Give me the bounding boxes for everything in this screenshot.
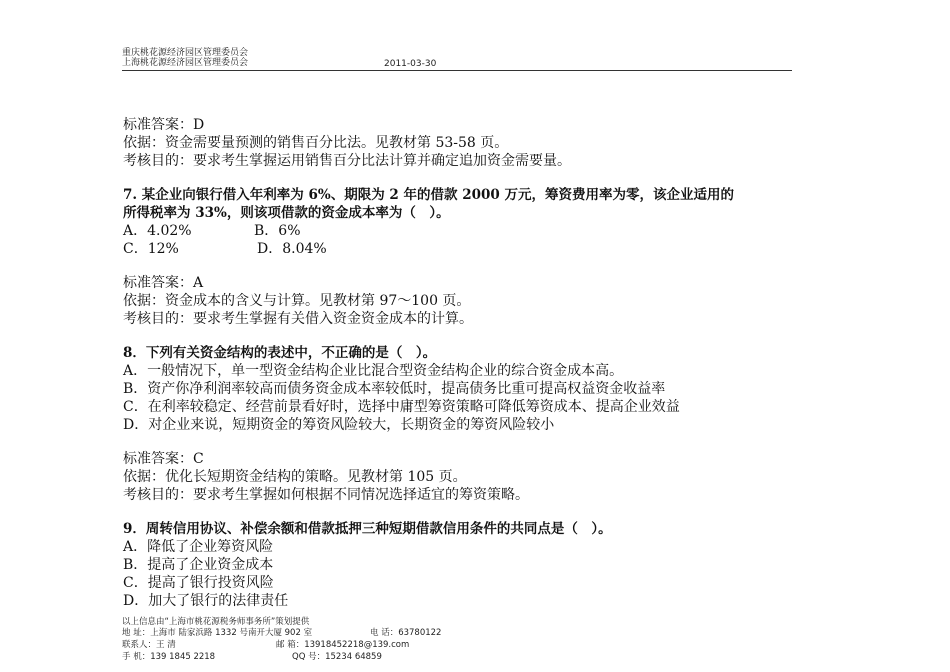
q8-purpose: 考核目的：要求考生掌握如何根据不同情况选择适宜的筹资策略。 xyxy=(123,487,529,503)
q9-option-d: D．加大了银行的法律责任 xyxy=(123,593,289,609)
footer-mobile: 手 机：139 1845 2218 xyxy=(122,652,216,662)
q8-basis: 依据：优化长短期资金结构的策略。见教材第 105 页。 xyxy=(123,469,467,485)
q7-title-line1: 7. 某企业向银行借入年利率为 6%、期限为 2 年的借款 2000 万元，筹资费用率为零，该企业适用的 xyxy=(123,187,734,203)
q6-purpose: 考核目的：要求考生掌握运用销售百分比法计算并确定追加资金需要量。 xyxy=(123,153,571,169)
q9-title: 9．周转信用协议、补偿余额和借款抵押三种短期借款信用条件的共同点是（ ）。 xyxy=(123,521,612,537)
header-org-chongqing: 重庆桃花源经济园区管理委员会 xyxy=(122,48,249,58)
footer-qq: QQ 号：15234 64859 xyxy=(292,652,382,662)
q8-option-a: A．一般情况下，单一型资金结构企业比混合型资金结构企业的综合资金成本高。 xyxy=(123,363,624,379)
footer-phone: 电 话：63780122 xyxy=(370,628,442,638)
footer-provider: 以上信息由“上海市桃花源税务师事务所”策划提供 xyxy=(122,617,310,627)
header-org-shanghai: 上海桃花源经济园区管理委员会 xyxy=(122,58,249,68)
q9-option-c: C．提高了银行投资风险 xyxy=(123,575,274,591)
q6-answer: 标准答案：D xyxy=(123,117,205,133)
footer-email: 邮 箱：13918452218@139.com xyxy=(276,640,410,650)
q7-option-a: A．4.02% xyxy=(123,223,192,239)
header-date: 2011-03-30 xyxy=(384,59,437,69)
header-divider xyxy=(122,70,792,71)
q7-basis: 依据：资金成本的含义与计算。见教材第 97～100 页。 xyxy=(123,293,471,309)
q7-answer: 标准答案：A xyxy=(123,275,204,291)
footer-address: 地 址：上海市 陆家浜路 1332 号南开大厦 902 室 xyxy=(122,628,313,638)
q7-option-c: C．12% xyxy=(123,241,179,257)
q8-option-c: C．在利率较稳定、经营前景看好时，选择中庸型筹资策略可降低筹资成本、提高企业效益 xyxy=(123,399,680,415)
q8-option-d: D．对企业来说，短期资金的筹资风险较大，长期资金的筹资风险较小 xyxy=(123,417,555,433)
q9-option-b: B．提高了企业资金成本 xyxy=(123,557,274,573)
q7-option-b: B．6% xyxy=(254,223,301,239)
q7-option-d: D．8.04% xyxy=(257,241,327,257)
q8-answer: 标准答案：C xyxy=(123,451,204,467)
q7-purpose: 考核目的：要求考生掌握有关借入资金资金成本的计算。 xyxy=(123,311,473,327)
q8-title: 8．下列有关资金结构的表述中，不正确的是（ ）。 xyxy=(123,345,437,361)
q9-option-a: A．降低了企业筹资风险 xyxy=(123,539,274,555)
q7-title-line2: 所得税率为 33%，则该项借款的资金成本率为（ ）。 xyxy=(123,205,450,221)
q6-basis: 依据：资金需要量预测的销售百分比法。见教材第 53-58 页。 xyxy=(123,135,509,151)
q8-option-b: B．资产你净利润率较高而债务资金成本率较低时，提高债务比重可提高权益资金收益率 xyxy=(123,381,666,397)
footer-contact: 联系人：王 清 xyxy=(122,640,176,650)
